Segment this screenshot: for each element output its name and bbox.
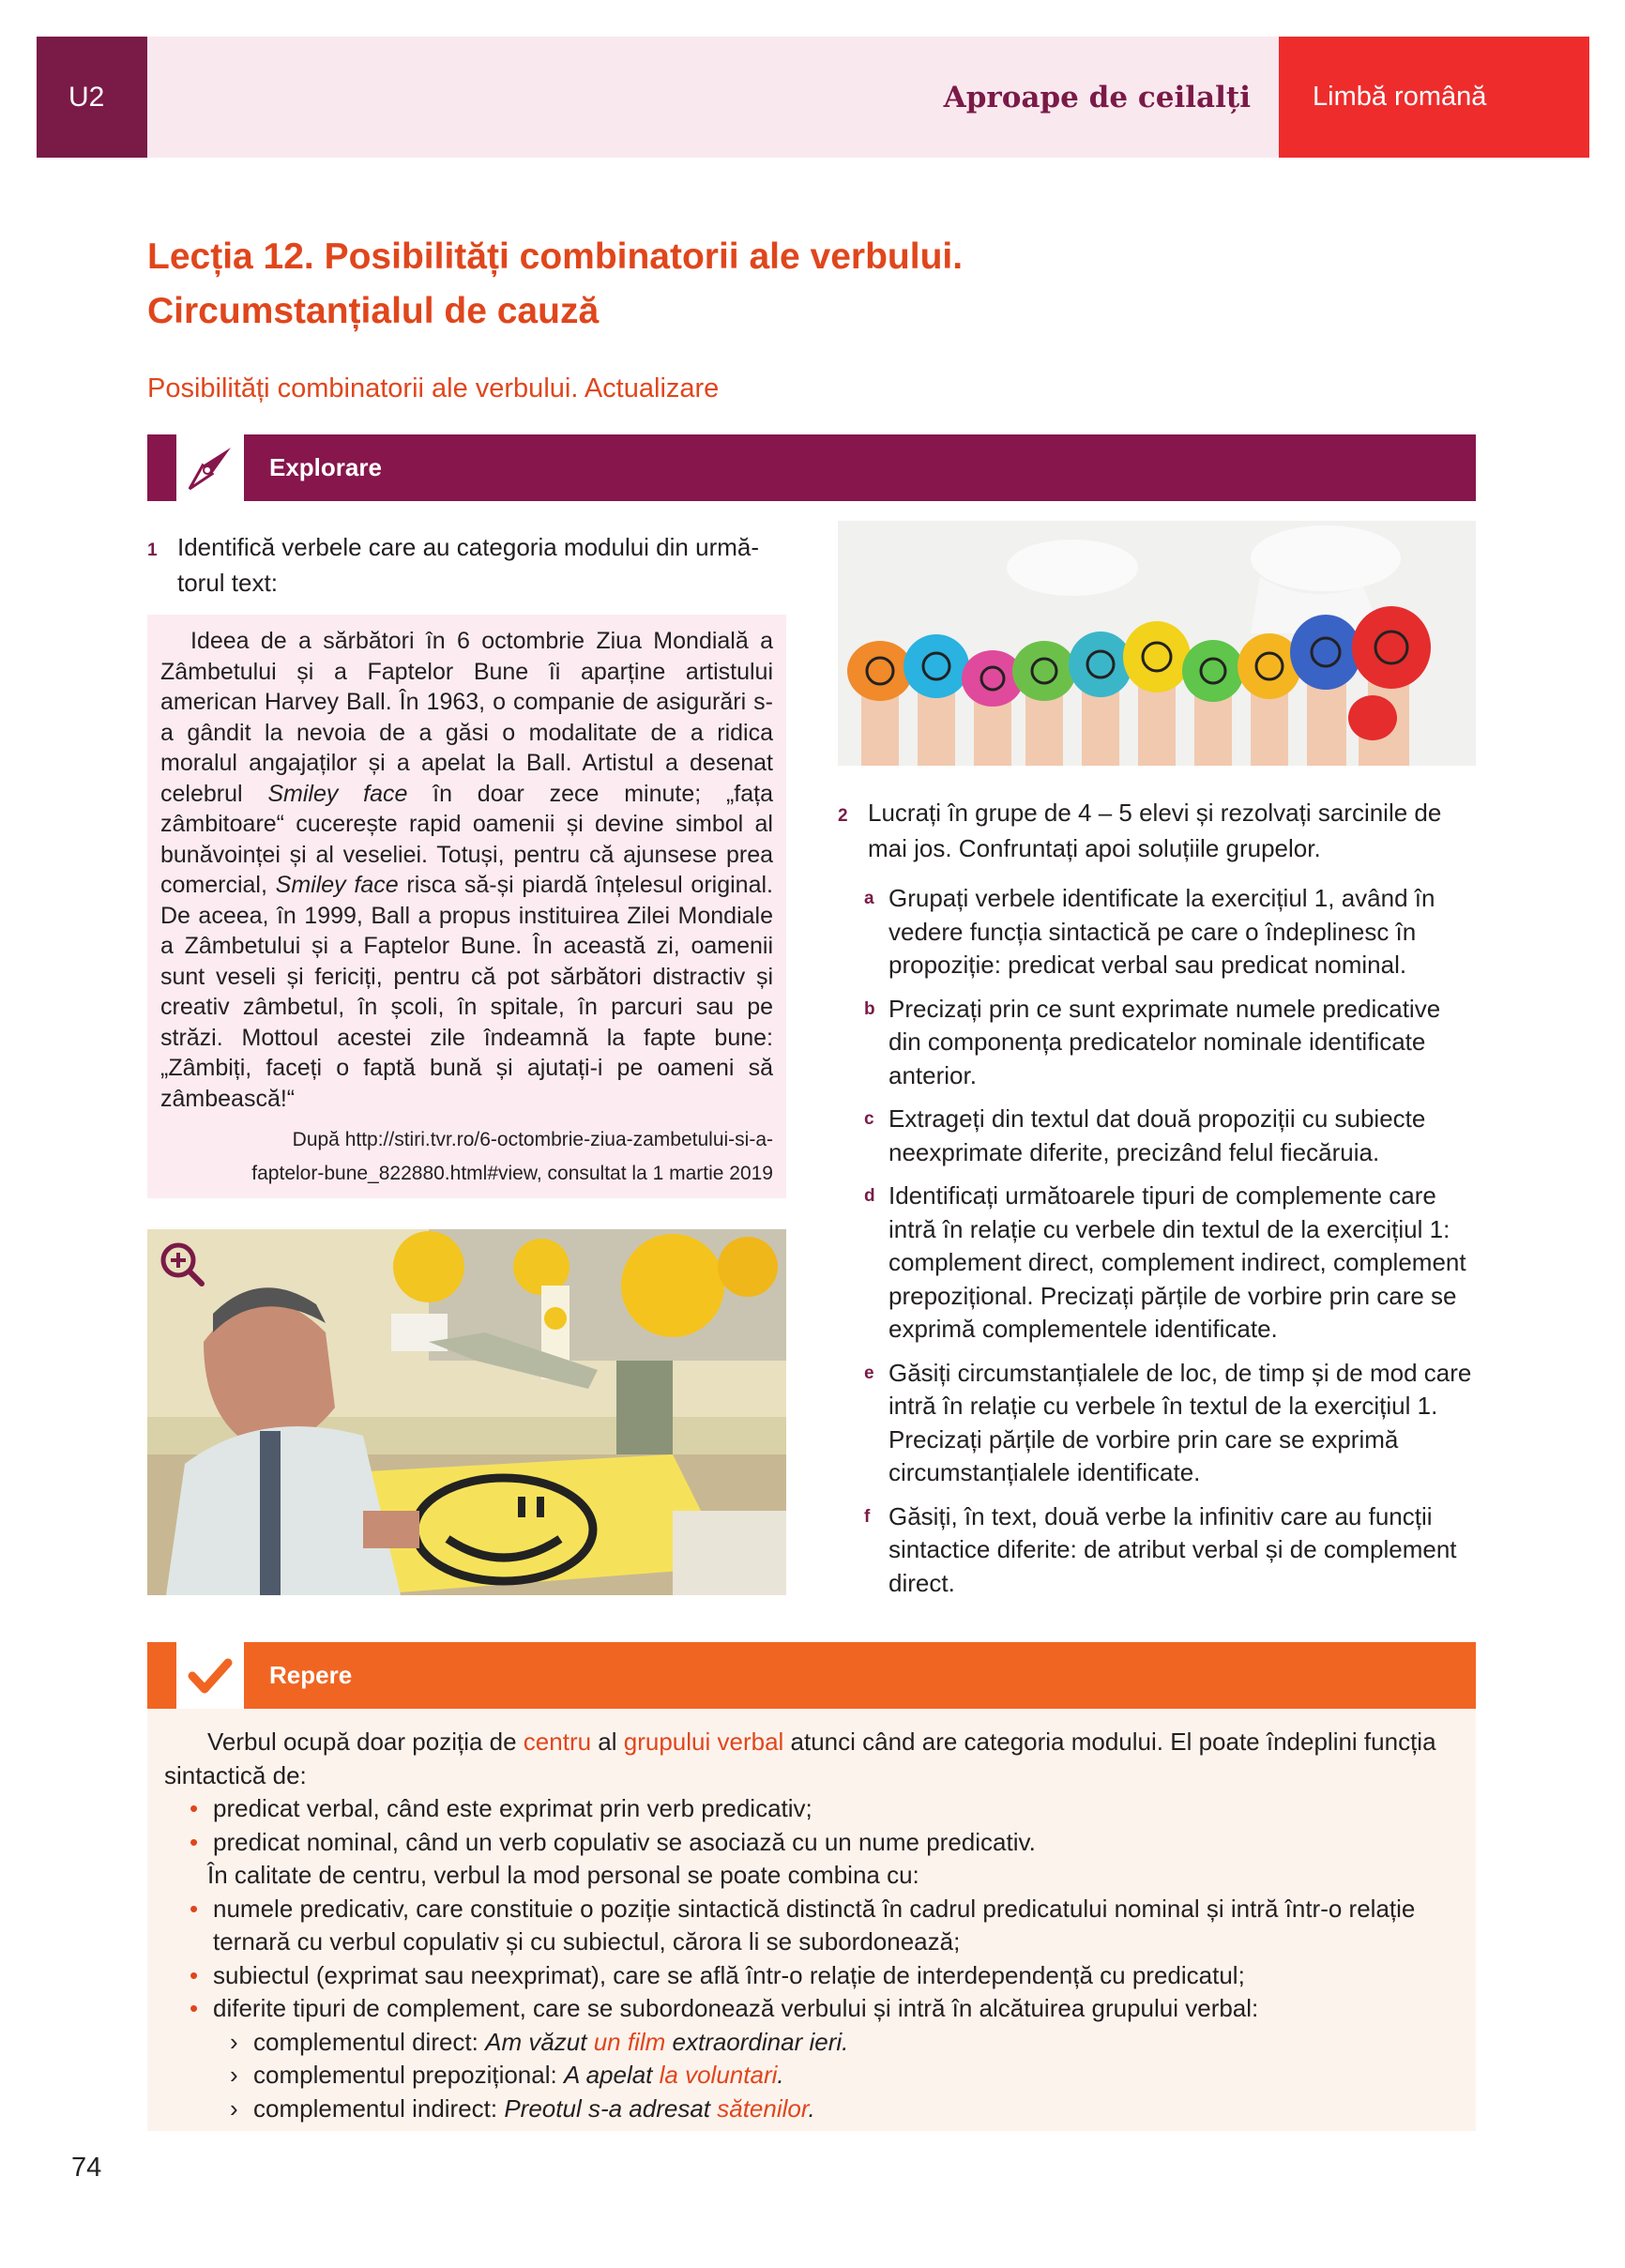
unit-label: U2 — [37, 37, 147, 158]
exercise-1-number: 1 — [147, 540, 158, 560]
bullet-item: • predicat nominal, când un verb copulativ se asociază cu un nume predicativ. — [164, 1826, 1459, 1860]
repere-box — [147, 1709, 1476, 2131]
exercise-1-line1: Identifică verbele care au categoria modului din urmă- — [177, 533, 760, 561]
smiley-face-term: Smiley face — [267, 780, 408, 807]
checkmark-icon — [176, 1642, 244, 1709]
center-line: În calitate de centru, verbul la mod personal se poate combina cu: — [207, 1861, 919, 1889]
task-item — [864, 1103, 1476, 1169]
exercise-2-line1: Lucrați în grupe de 4 – 5 elevi și rezolvați sarcinile de — [868, 799, 1442, 827]
source-line-1: După http://stiri.tvr.ro/6-octombrie-ziua-zambetului-si-a- — [292, 1129, 773, 1150]
highlight-term: centru — [523, 1728, 592, 1756]
task-text: Identificați următoarele tipuri de complemente care intră în relație cu verbele din textul de la exercițiul 1: complement direct, complement indirect, complement prepozițional. Precizați părțile de vorbire prin care se exprimă complementele identificate. — [888, 1181, 1466, 1343]
text-part: Verbul ocupă doar poziția de — [207, 1728, 524, 1756]
task-text: Găsiți, în text, două verbe la infinitiv care au funcții sintactice diferite: de atribut verbal și de complement direct. — [888, 1501, 1457, 1597]
lesson-subtitle: Posibilități combinatorii ale verbului. Actualizare — [147, 373, 720, 403]
repere-section-bar — [147, 1642, 1476, 1709]
bullet-item: • subiectul (exprimat sau neexprimat), care se află într-o relație de interdependență cu predicatul; — [164, 1959, 1459, 1993]
example-text: Am văzut — [485, 2027, 594, 2056]
smiley-face-term: Smiley face — [275, 872, 399, 898]
source-line-2: faptelor-bune_822880.html#view, consultat la 1 martie 2019 — [251, 1163, 773, 1184]
task-letter: f — [864, 1506, 871, 1527]
lesson-title-line2: Circumstanțialul de cauză — [147, 291, 600, 331]
example-item — [164, 2059, 1459, 2093]
repere-intro — [164, 1726, 1459, 1792]
text-part: atunci când are categoria modului. El poate îndeplini funcția sintactică de: — [164, 1728, 1436, 1789]
example-text: A apelat — [563, 2061, 660, 2089]
example-text: extraordinar ieri. — [665, 2027, 849, 2056]
subject-label: Limbă română — [1279, 37, 1589, 158]
exercise-1-line2: torul text: — [177, 569, 278, 597]
bullet-item: • numele predicativ, care constituie o poziție sintactică distinctă în cadrul predicatului nominal și intră într-o relație ternară cu verbul copulativ și cu subiectul, cărora li se subordonează; — [164, 1893, 1459, 1959]
zoom-in-icon[interactable] — [159, 1241, 205, 1287]
example-label: complementul indirect: — [253, 2093, 505, 2123]
exercise-2 — [838, 797, 1476, 865]
lesson-title — [147, 230, 1461, 339]
exercise-1 — [147, 531, 793, 600]
task-item — [864, 882, 1476, 982]
example-item — [164, 2093, 1459, 2126]
harvey-ball-photo — [147, 1229, 786, 1595]
paragraph-part: Ideea de a sărbători în 6 octombrie Ziua Mondială a Zâmbetului și a Faptelor Bune îi aparține artistului american Harvey Ball. În 1963, o companie de asigurări s-a gândit la nevoia de a găsi o modalitate de a ridica moralul angajaților și a apelat la Ball. Artistul a desenat celebrul — [160, 628, 773, 807]
task-item — [864, 1500, 1476, 1601]
exercise-2-tasks — [864, 882, 1476, 1610]
reading-paragraph — [160, 626, 773, 1114]
example-label: complementul direct: — [253, 2027, 486, 2056]
task-text: Precizați prin ce sunt exprimate numele predicative din componența predicatelor nominale identificate anterior. — [888, 994, 1441, 1089]
compass-icon — [176, 434, 244, 501]
header-band — [147, 37, 1279, 158]
example-text: . — [808, 2093, 815, 2123]
page-header — [37, 37, 1589, 158]
task-item — [864, 1180, 1476, 1347]
task-item — [864, 993, 1476, 1093]
bullet-item: • diferite tipuri de complement, care se subordonează verbului și intră în alcătuirea grupului verbal: — [164, 1992, 1459, 2026]
explore-label: Explorare — [244, 434, 1476, 501]
example-text: . — [777, 2061, 784, 2089]
task-text: Găsiți circumstanțialele de loc, de timp și de mod care intră în relație cu verbele în textul de la exercițiul 1. Precizați părțile de vorbire prin care se exprimă circumstanțialele identificate. — [888, 1358, 1472, 1486]
painted-hands-photo — [838, 521, 1476, 766]
exercise-2-number: 2 — [838, 806, 848, 826]
example-label: complementul prepozițional: — [253, 2061, 564, 2089]
task-text: Extrageți din textul dat două propoziții cu subiecte neexprimate diferite, precizând felul fiecăruia. — [888, 1104, 1426, 1166]
page-number: 74 — [71, 2153, 102, 2183]
task-text: Grupați verbele identificate la exercițiul 1, având în vedere funcția sintactică pe care o îndeplinesc în propoziție: predicat verbal sau predicat nominal. — [888, 884, 1435, 979]
task-item — [864, 1357, 1476, 1490]
reading-text-box — [147, 615, 786, 1198]
task-letter: c — [864, 1109, 874, 1129]
task-letter: d — [864, 1186, 875, 1206]
source-citation — [160, 1123, 773, 1191]
repere-label: Repere — [244, 1642, 1476, 1709]
chapter-title: Aproape de ceilalți — [943, 80, 1251, 114]
bar-stripe — [147, 1642, 176, 1709]
paragraph-part: în doar zece minute; „fața zâmbitoare“ cucerește rapid oamenii și devine simbol al bunăvoinței și al veseliei. Totuși, pentru că ajunsese prea comercial, — [160, 780, 773, 898]
task-letter: b — [864, 998, 875, 1019]
text-part: al — [591, 1728, 624, 1756]
highlight-term: grupului verbal — [623, 1728, 784, 1756]
example-item — [164, 2026, 1459, 2060]
task-letter: e — [864, 1362, 874, 1383]
example-text: Preotul s-a adresat — [504, 2093, 718, 2123]
example-highlight: la voluntari — [659, 2061, 778, 2089]
explore-section-bar — [147, 434, 1476, 501]
example-highlight: un film — [593, 2027, 666, 2056]
task-letter: a — [864, 889, 874, 908]
bar-stripe — [147, 434, 176, 501]
lesson-title-line1: Lecția 12. Posibilități combinatorii ale verbului. — [147, 236, 964, 277]
paragraph-part: risca să-și piardă înțelesul original. De aceea, în 1999, Ball a propus instituirea Zilei Mondiale a Zâmbetului și a Faptelor Bune. În această zi, oamenii sunt veseli și fericiți, pentru că pot sărbători distractiv și creativ zâmbetul, în școli, în spitale, în parcuri sau pe străzi. Mottoul acestei zile îndeamnă la fapte bune: „Zâmbiți, faceți o faptă bună și ajutați-i pe oameni să zâmbească!“ — [160, 872, 773, 1112]
example-highlight: sătenilor — [717, 2093, 809, 2123]
bullet-item: • predicat verbal, când este exprimat prin verb predicativ; — [164, 1792, 1459, 1826]
exercise-2-line2: mai jos. Confruntați apoi soluțiile grupelor. — [868, 834, 1321, 862]
